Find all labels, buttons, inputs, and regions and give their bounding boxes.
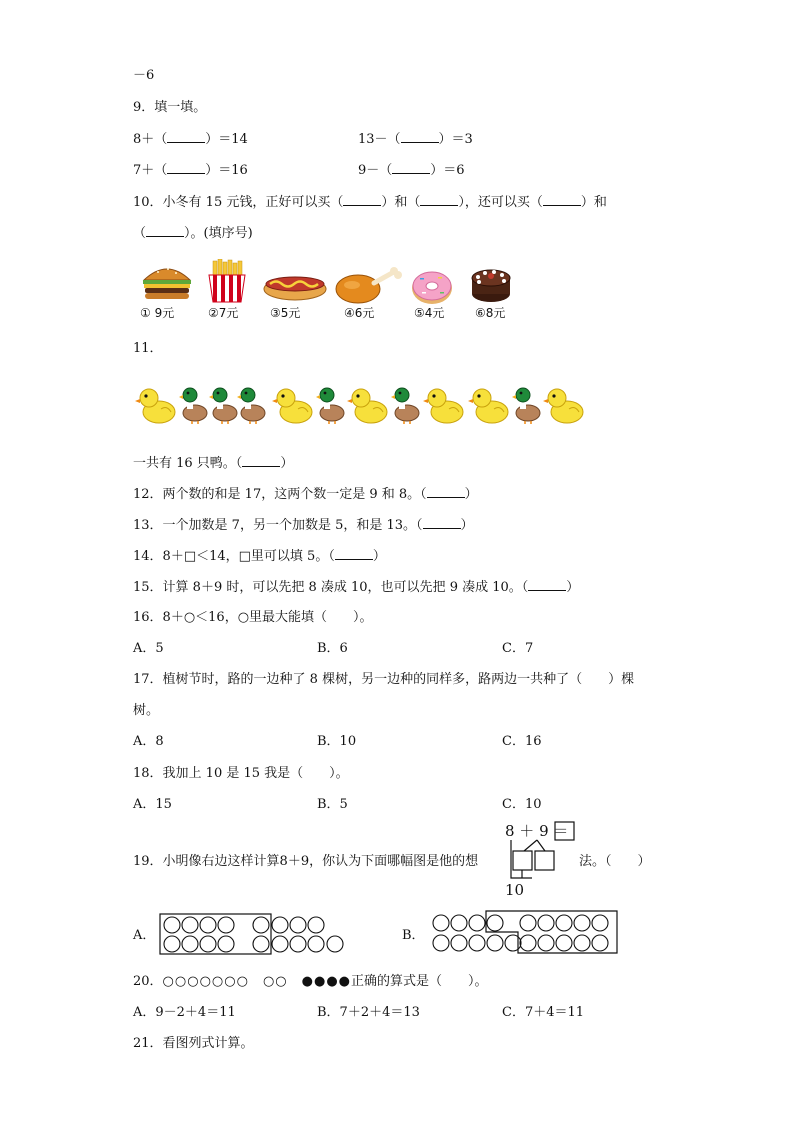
answer-blank[interactable] (335, 548, 373, 560)
cake-icon (470, 264, 512, 304)
q20-option-b[interactable]: B．7＋2＋4＝13 (317, 1005, 420, 1020)
food-label-5: ⑤4元 (414, 306, 445, 320)
q16-option-c[interactable]: C．7 (502, 641, 534, 656)
q16-option-a[interactable]: A．5 (133, 641, 164, 656)
top-line: －6 (133, 68, 155, 83)
q9-item-1: 8＋（ ）＝14 (133, 132, 248, 147)
donut-icon (410, 266, 454, 306)
q19-option-b-figure[interactable] (428, 907, 622, 957)
q16-question: 16．8＋○＜16，○里最大能填（ ）。 (133, 610, 373, 625)
q9-item-3: 7＋（ ）＝16 (133, 163, 248, 178)
yellow-duckling-icon (272, 385, 314, 425)
q18-option-b[interactable]: B．5 (317, 797, 348, 812)
answer-blank[interactable] (392, 162, 430, 174)
q19-question-text: 19．小明像右边这样计算8＋9，你认为下面哪幅图是他的想 (133, 854, 479, 869)
q20-option-a[interactable]: A．9－2＋4＝11 (133, 1005, 236, 1020)
q17-question-line-1: 17．植树节时，路的一边种了 8 棵树，另一边种的同样多，路两边一共种了（ ）棵 (133, 672, 635, 687)
q19-question-tail: 法。（ ） (579, 854, 651, 869)
q19-diagram-ten: 10 (505, 881, 525, 899)
mallard-duck-icon (390, 385, 420, 425)
food-label-2: ②7元 (208, 306, 239, 320)
answer-blank[interactable] (146, 225, 184, 237)
q19-option-a-figure[interactable] (158, 912, 348, 956)
q17-option-b[interactable]: B．10 (317, 734, 357, 749)
q18-option-c[interactable]: C．10 (502, 797, 542, 812)
q9-item-4: 9－（ ）＝6 (358, 163, 465, 178)
mallard-duck-icon (178, 385, 208, 425)
burger-icon (140, 262, 194, 302)
q10-line-2: （ ）。(填序号) (133, 226, 253, 241)
answer-blank[interactable] (423, 517, 461, 529)
answer-blank[interactable] (528, 579, 566, 591)
food-label-6: ⑥8元 (475, 306, 506, 320)
answer-blank[interactable] (167, 162, 205, 174)
answer-blank[interactable] (401, 131, 439, 143)
yellow-duckling-icon (135, 385, 177, 425)
answer-blank[interactable] (343, 194, 381, 206)
mallard-duck-icon (236, 385, 266, 425)
fries-icon (205, 259, 249, 303)
hotdog-icon (262, 268, 328, 302)
q13-question: 13．一个加数是 7，另一个加数是 5，和是 13。（ ） (133, 518, 474, 533)
food-label-3: ③5元 (270, 306, 301, 320)
q17-option-a[interactable]: A．8 (133, 734, 164, 749)
q18-question: 18．我加上 10 是 15 我是（ ）。 (133, 766, 349, 781)
q11-statement: 一共有 16 只鸭。（ ） (133, 456, 294, 471)
food-label-4: ④6元 (344, 306, 375, 320)
mallard-duck-icon (511, 385, 541, 425)
yellow-duckling-icon (423, 385, 465, 425)
q20-circle-pattern: ○○○○○○○ ○○ ●●●● (162, 974, 352, 989)
q17-option-c[interactable]: C．16 (502, 734, 542, 749)
mallard-duck-icon (315, 385, 345, 425)
mallard-duck-icon (208, 385, 238, 425)
q16-option-b[interactable]: B．6 (317, 641, 348, 656)
q11-number: 11． (133, 341, 163, 356)
yellow-duckling-icon (468, 385, 510, 425)
answer-blank[interactable] (167, 131, 205, 143)
q10-line-1: 10．小冬有 15 元钱，正好可以买（ ）和（ ），还可以买（ ）和 (133, 195, 607, 210)
q15-question: 15．计算 8＋9 时，可以先把 8 凑成 10，也可以先把 9 凑成 10。（ ） (133, 580, 580, 595)
answer-blank[interactable] (420, 194, 458, 206)
q19-diagram-equation: 8 ＋ 9 ＝ (505, 822, 569, 840)
answer-blank[interactable] (543, 194, 581, 206)
yellow-duckling-icon (347, 385, 389, 425)
q21-title: 21．看图列式计算。 (133, 1036, 254, 1051)
q17-question-line-2: 树。 (133, 703, 160, 718)
q20-question: 20．○○○○○○○ ○○ ●●●●正确的算式是（ ）。 (133, 974, 488, 989)
food-label-1: ① 9元 (140, 306, 175, 320)
answer-blank[interactable] (427, 486, 465, 498)
q19-option-b-label[interactable]: B． (402, 928, 425, 943)
q9-item-2: 13－（ ）＝3 (358, 132, 473, 147)
q19-option-a-label[interactable]: A． (133, 928, 156, 943)
answer-blank[interactable] (242, 455, 280, 467)
q12-question: 12．两个数的和是 17，这两个数一定是 9 和 8。（ ） (133, 487, 478, 502)
yellow-duckling-icon (543, 385, 585, 425)
chicken-leg-icon (334, 265, 404, 305)
q18-option-a[interactable]: A．15 (133, 797, 172, 812)
q9-title: 9．填一填。 (133, 100, 207, 115)
q14-question: 14．8＋□＜14，□里可以填 5。（ ） (133, 549, 386, 564)
q20-option-c[interactable]: C．7＋4＝11 (502, 1005, 585, 1020)
